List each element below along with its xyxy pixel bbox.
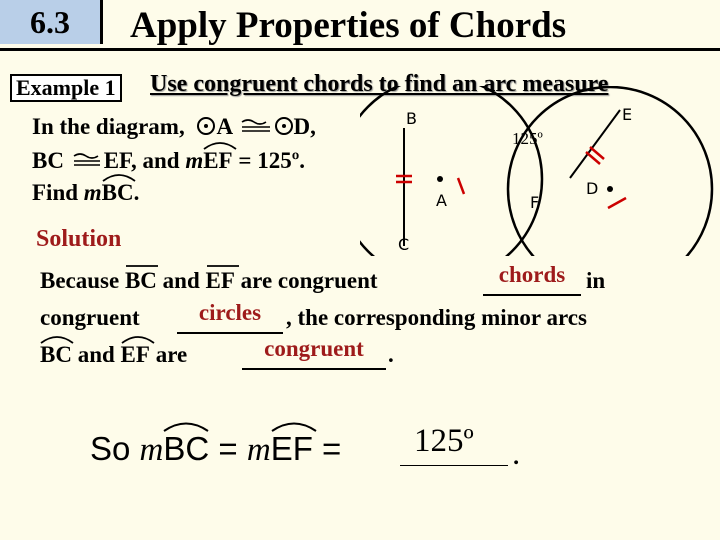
chord-ef-text: EF (205, 268, 235, 293)
measure-m: m (246, 432, 271, 468)
example-label: Example 1 (10, 74, 122, 102)
answer-congruent: congruent (264, 336, 364, 361)
title-bar (0, 0, 720, 51)
arc-bc (102, 180, 134, 206)
solution-label: Solution (36, 226, 122, 252)
arc-measure-label: 125º (512, 129, 543, 148)
measure-m: m (139, 432, 164, 468)
solution-text: , the corresponding minor arcs (286, 305, 587, 330)
equals-sign: = (322, 430, 342, 467)
problem-text: EF, and (103, 148, 180, 173)
label-b: B (406, 109, 417, 128)
tick-mark (458, 178, 464, 194)
circle-dot-icon (274, 116, 294, 136)
arc-bc-text: BC (101, 180, 134, 205)
chord-ef (206, 268, 235, 294)
problem-text: = 125º. (238, 148, 306, 173)
overline-icon (205, 260, 241, 270)
center-a-point (437, 176, 443, 182)
arc-mark-icon (101, 172, 137, 182)
circle-d-label: D, (293, 114, 316, 139)
answer-blank-1[interactable] (483, 262, 581, 296)
arc-bc (163, 430, 209, 468)
chord-bc (32, 148, 64, 174)
answer-blank-4[interactable] (400, 422, 508, 466)
arc-bc-text: BC (163, 430, 210, 467)
answer-blank-3[interactable] (242, 336, 386, 370)
chord-ef-line (570, 110, 620, 178)
overline-icon (124, 260, 160, 270)
congruent-icon (238, 116, 274, 136)
arc-ef-text: EF (120, 342, 150, 367)
example-heading: Use congruent chords to find an arc measure (150, 71, 609, 97)
answer-circles: circles (198, 300, 262, 325)
problem-line-2 (32, 148, 305, 174)
measure-m: m (185, 148, 204, 173)
problem-text: Find (32, 180, 79, 205)
equation-text: So (90, 430, 131, 467)
section-number: 6.3 (0, 0, 103, 44)
label-d: D (586, 179, 599, 198)
period: . (512, 436, 521, 472)
circle-a-label: A (216, 114, 232, 139)
arc-mark-icon (39, 334, 75, 344)
solution-text: and (77, 342, 115, 367)
arc-mark-icon (120, 334, 156, 344)
solution-text: are congruent (240, 268, 378, 293)
problem-line-1 (32, 114, 316, 140)
measure-m: m (83, 180, 102, 205)
answer-chords: chords (498, 262, 566, 287)
label-c: C (398, 235, 410, 254)
arc-mark-icon (162, 420, 210, 432)
chord-bc-text: BC (124, 268, 157, 293)
final-equation (90, 430, 341, 469)
center-d-point (607, 186, 613, 192)
arc-mark-icon (202, 140, 238, 150)
arc-ef (203, 148, 232, 174)
answer-125: 125º (414, 423, 474, 459)
arc-bc (40, 342, 72, 368)
arc-bc-text: BC (40, 342, 72, 367)
chord-bc (125, 268, 157, 294)
congruent-icon (70, 150, 104, 170)
chord-bc-text: BC (32, 148, 64, 173)
problem-text: . (133, 180, 140, 205)
solution-line-1 (40, 268, 378, 294)
solution-line-3 (40, 342, 187, 368)
circle-d (508, 87, 712, 256)
solution-text: Because (40, 268, 120, 293)
solution-text: and (162, 268, 200, 293)
label-a: A (436, 191, 447, 210)
circles-diagram (360, 86, 720, 256)
arc-ef-text: EF (270, 430, 313, 467)
solution-text: are (155, 342, 188, 367)
arc-ef (121, 342, 150, 368)
arc-ef (271, 430, 313, 468)
solution-text: congruent (40, 305, 140, 330)
circle-a (360, 86, 542, 256)
answer-blank-2[interactable] (177, 300, 283, 334)
solution-text: in (586, 268, 606, 293)
equals-sign: = (218, 430, 238, 467)
label-e: E (622, 105, 633, 124)
problem-line-3 (32, 180, 139, 206)
slide-title: Apply Properties of Chords (130, 5, 567, 46)
solution-text: . (388, 342, 394, 367)
tick-mark (608, 198, 626, 208)
problem-text: In the diagram, (32, 114, 185, 139)
label-f: F (530, 193, 540, 212)
arc-ef-text: EF (203, 148, 233, 173)
arc-mark-icon (270, 420, 318, 432)
circle-dot-icon (196, 116, 216, 136)
